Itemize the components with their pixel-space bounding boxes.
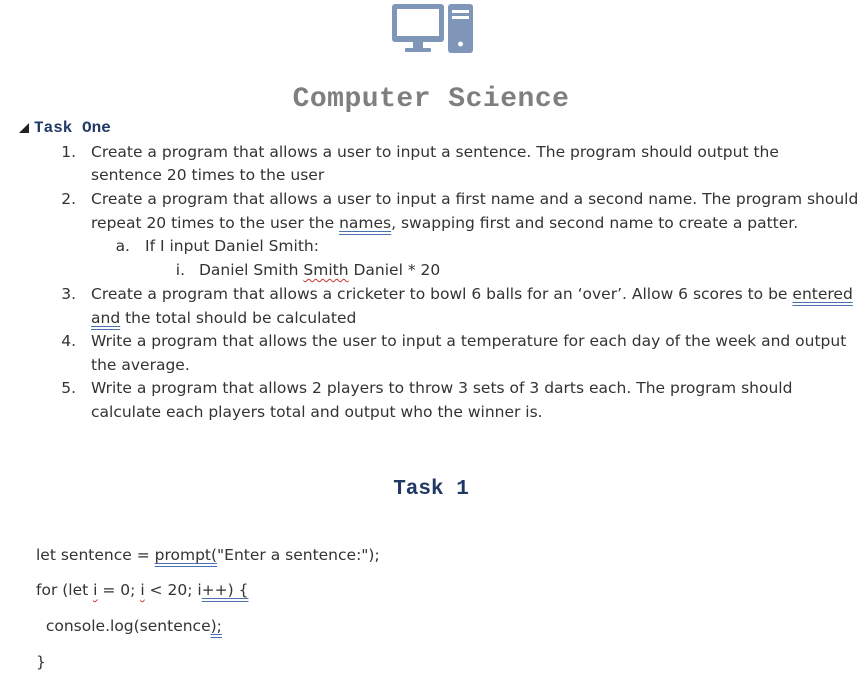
list-number: 1. xyxy=(61,143,76,161)
section-label: Task One xyxy=(34,119,111,137)
grammar-flag[interactable]: ); xyxy=(210,617,222,635)
code-line: } xyxy=(36,653,46,671)
list-roman: i. xyxy=(175,261,185,279)
code-line: for (let i = 0; i < 20; i++) { xyxy=(36,581,249,599)
grammar-flag[interactable]: entered xyxy=(792,285,853,303)
list-item-text: the average. xyxy=(91,356,190,374)
document-title: Computer Science xyxy=(292,84,570,115)
spelling-flag[interactable]: i xyxy=(140,581,145,599)
list-number: 2. xyxy=(61,190,76,208)
list-item-text: Create a program that allows a user to input a sentence. The program should output the xyxy=(91,143,779,161)
grammar-flag[interactable]: and xyxy=(91,309,121,327)
list-item-text: calculate each players total and output who the winner is. xyxy=(91,403,543,421)
list-item-text: Create a program that allows a user to input a first name and a second name. The program should xyxy=(91,190,859,208)
code-line: console.log(sentence); xyxy=(36,617,222,635)
spelling-flag[interactable]: i xyxy=(93,581,98,599)
list-item-text: repeat 20 times to the user the names, swapping first and second name to create a patter. xyxy=(91,214,799,232)
sub-sub-item-text: Daniel Smith Smith Daniel * 20 xyxy=(199,261,441,279)
section-heading xyxy=(18,118,111,138)
grammar-flag[interactable]: names xyxy=(339,214,392,232)
list-letter: a. xyxy=(115,237,130,255)
spelling-flag[interactable]: Smith xyxy=(303,261,349,279)
code-line: let sentence = prompt("Enter a sentence:"); xyxy=(36,546,380,564)
list-item-text: Create a program that allows a cricketer to bowl 6 balls for an ‘over’. Allow 6 scores to be entered xyxy=(91,285,853,303)
list-number: 3. xyxy=(61,285,76,303)
computer-icon xyxy=(392,4,474,54)
grammar-flag[interactable]: ++) { xyxy=(201,581,249,599)
list-item-text: sentence 20 times to the user xyxy=(91,166,325,184)
grammar-flag[interactable]: prompt( xyxy=(154,546,218,564)
collapse-triangle-icon[interactable] xyxy=(18,118,34,138)
list-number: 5. xyxy=(61,379,76,397)
sub-item-text: If I input Daniel Smith: xyxy=(145,237,319,255)
task-1-heading: Task 1 xyxy=(393,478,469,501)
list-item-text: Write a program that allows 2 players to throw 3 sets of 3 darts each. The program should xyxy=(91,379,793,397)
list-item-text: Write a program that allows the user to input a temperature for each day of the week and output xyxy=(91,332,847,350)
list-item-text: and the total should be calculated xyxy=(91,309,357,327)
list-number: 4. xyxy=(61,332,76,350)
